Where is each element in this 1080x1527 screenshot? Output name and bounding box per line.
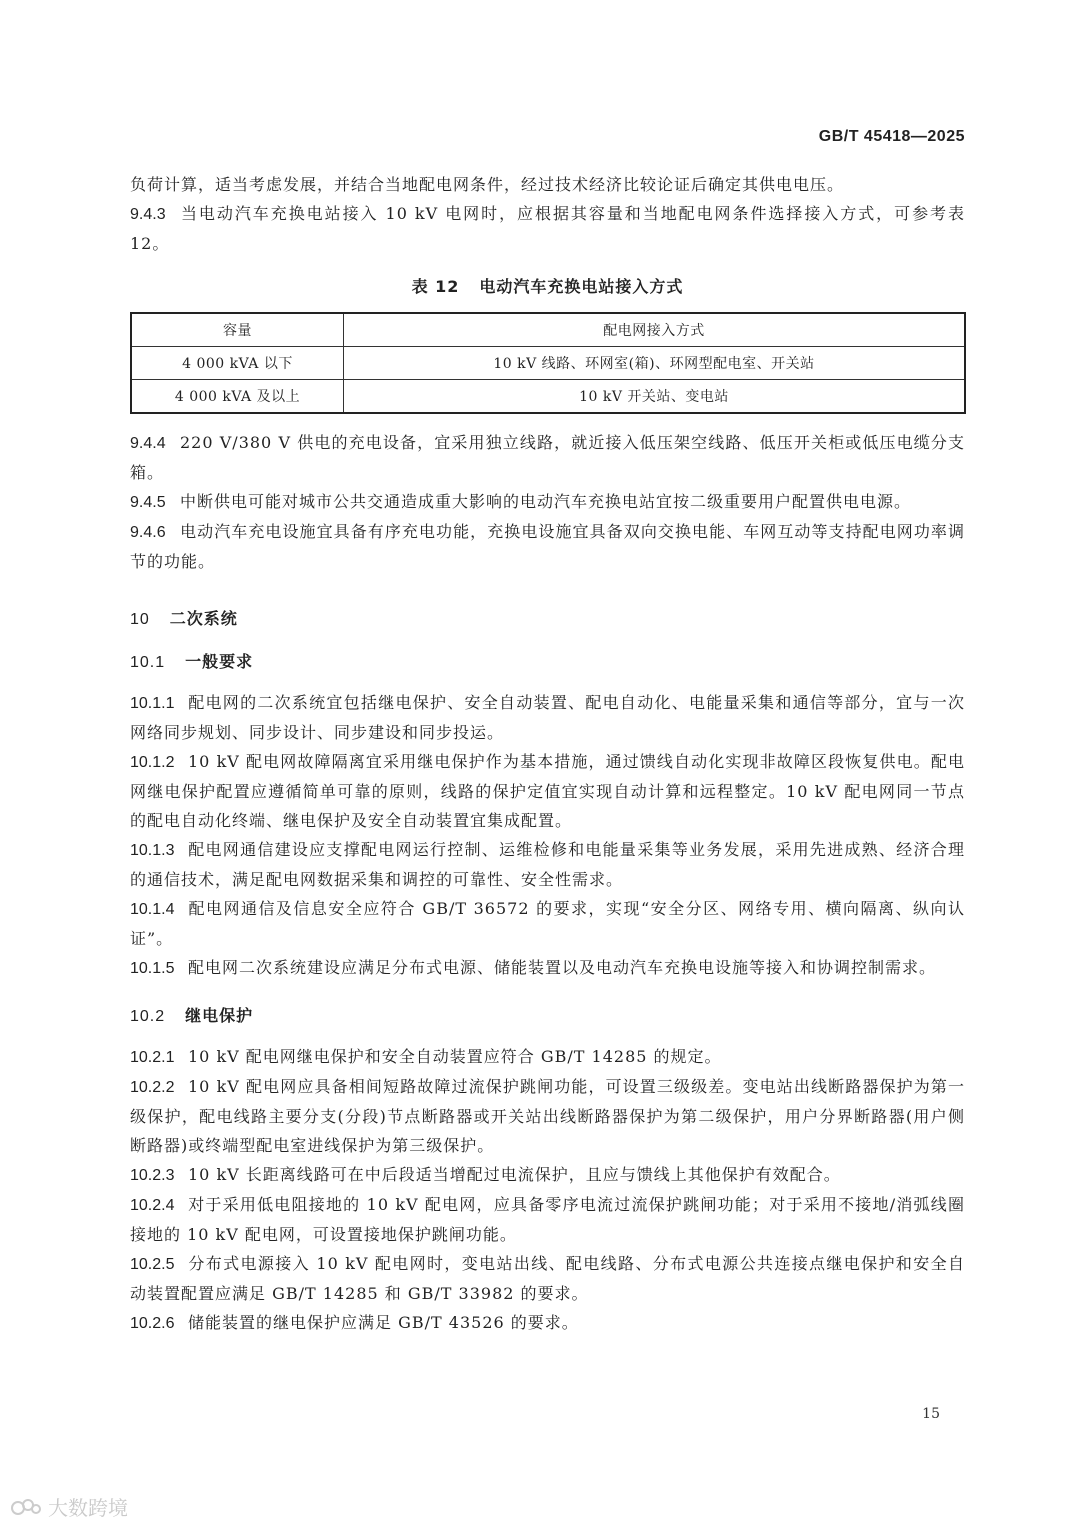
section-number: 10 [130,611,150,628]
clause-number: 9.4.4 [130,435,166,452]
clause-10-2-1 [130,1042,965,1072]
clause-10-2-6 [130,1308,965,1338]
access-mode-table [130,312,966,414]
table-title: 电动汽车充换电站接入方式 [479,277,684,296]
clause-number: 9.4.6 [130,524,166,541]
clause-10-2-4 [130,1190,965,1249]
clause-10-2-2 [130,1072,965,1160]
clause-text: 对于采用低电阻接地的 10 kV 配电网，应具备零序电流过流保护跳闸功能；对于采用不接地/消弧线圈接地的 10 kV 配电网，可设置接地保护跳闸功能。 [130,1195,965,1244]
paragraph-text: 负荷计算，适当考虑发展，并结合当地配电网条件，经过技术经济比较论证后确定其供电电压。 [130,175,845,194]
clause-10-1-4 [130,894,965,953]
clause-text: 电动汽车充电设施宜具备有序充电功能，充换电设施宜具备双向交换电能、车网互动等支持配电网功率调节的功能。 [130,522,965,571]
watermark-text: 大数跨境 [48,1496,128,1520]
table-row [131,380,965,414]
section-heading-10-1 [130,649,965,672]
table-cell: 10 kV 线路、环网室(箱)、环网型配电室、开关站 [344,347,966,380]
section-title: 二次系统 [169,609,238,628]
paragraph-continuation [130,170,965,199]
clause-text: 配电网通信建设应支撑配电网运行控制、运维检修和电能量采集等业务发展，采用先进成熟、经济合理的通信技术，满足配电网数据采集和调控的可靠性、安全性需求。 [130,840,965,889]
watermark-logo-icon [10,1496,42,1518]
clause-number: 10.1.5 [130,960,175,977]
clause-text: 中断供电可能对城市公共交通造成重大影响的电动汽车充换电站宜按二级重要用户配置供电电源。 [180,492,912,511]
clause-number: 10.1.1 [130,695,175,712]
clause-number: 9.4.3 [130,206,166,223]
table-cell: 4 000 kVA 及以上 [131,380,344,414]
section-heading-10-2 [130,1003,965,1026]
page-number: 15 [922,1406,940,1422]
clause-text: 220 V/380 V 供电的充电设备，宜采用独立线路，就近接入低压架空线路、低压开关柜或低压电缆分支箱。 [130,433,965,482]
table-cell: 10 kV 开关站、变电站 [344,380,966,414]
clause-10-2-3 [130,1160,965,1190]
clause-text: 配电网的二次系统宜包括继电保护、安全自动装置、配电自动化、电能量采集和通信等部分，宜与一次网络同步规划、同步设计、同步建设和同步投运。 [130,693,965,742]
clause-text: 10 kV 配电网应具备相间短路故障过流保护跳闸功能，可设置三级级差。变电站出线断路器保护为第一级保护，配电线路主要分支(分段)节点断路器或开关站出线断路器保护为第二级保护，用户分界断路器(用户侧断路器)或终端型配电室进线保护为第三级保护。 [130,1077,965,1155]
clause-10-1-5 [130,953,965,983]
table-caption [130,274,965,297]
table-header-cell: 配电网接入方式 [344,313,966,347]
table-number: 表 12 [411,277,460,296]
clause-text: 分布式电源接入 10 kV 配电网时，变电站出线、配电线路、分布式电源公共连接点继电保护和安全自动装置配置应满足 GB/T 14285 和 GB/T 33982 的要求。 [130,1254,965,1303]
clause-number: 10.2.1 [130,1049,175,1066]
section-title: 一般要求 [185,652,254,671]
clause-text: 10 kV 长距离线路可在中后段适当增配过电流保护，且应与馈线上其他保护有效配合。 [188,1165,841,1184]
table-row [131,347,965,380]
section-title: 继电保护 [185,1006,254,1025]
clause-9-4-6 [130,517,965,576]
clause-number: 10.2.2 [130,1079,175,1096]
clause-text: 配电网二次系统建设应满足分布式电源、储能装置以及电动汽车充换电设施等接入和协调控制需求。 [188,958,937,977]
clause-number: 10.2.5 [130,1256,175,1273]
clause-number: 10.2.6 [130,1315,175,1332]
table-header-cell: 容量 [131,313,344,347]
standard-number: GB/T 45418—2025 [818,128,965,145]
table-cell: 4 000 kVA 以下 [131,347,344,380]
clause-number: 10.1.2 [130,754,175,771]
clause-10-1-3 [130,835,965,894]
clause-10-1-1 [130,688,965,747]
clause-text: 当电动汽车充换电站接入 10 kV 电网时，应根据其容量和当地配电网条件选择接入方式，可参考表 12。 [130,204,965,253]
clause-text: 配电网通信及信息安全应符合 GB/T 36572 的要求，实现“安全分区、网络专用、横向隔离、纵向认证”。 [130,899,965,948]
section-heading-10 [130,606,965,629]
clause-10-1-2 [130,747,965,835]
page-body [130,170,965,1338]
section-number: 10.2 [130,1008,166,1025]
clause-text: 10 kV 配电网继电保护和安全自动装置应符合 GB/T 14285 的规定。 [188,1047,722,1066]
clause-number: 10.1.3 [130,842,175,859]
clause-number: 10.1.4 [130,901,175,918]
clause-9-4-4 [130,428,965,487]
table-header-row [131,313,965,347]
clause-number: 10.2.4 [130,1197,175,1214]
watermark [10,1492,128,1521]
clause-9-4-3 [130,199,965,258]
clause-text: 10 kV 配电网故障隔离宜采用继电保护作为基本措施，通过馈线自动化实现非故障区段恢复供电。配电网继电保护配置应遵循简单可靠的原则，线路的保护定值宜实现自动计算和远程整定。10 kV 配电网同一节点的配电自动化终端、继电保护及安全自动装置宜集成配置。 [130,752,965,830]
clause-10-2-5 [130,1249,965,1308]
clause-text: 储能装置的继电保护应满足 GB/T 43526 的要求。 [188,1313,579,1332]
clause-number: 9.4.5 [130,494,166,511]
clause-number: 10.2.3 [130,1167,175,1184]
section-number: 10.1 [130,654,166,671]
clause-9-4-5 [130,487,965,517]
